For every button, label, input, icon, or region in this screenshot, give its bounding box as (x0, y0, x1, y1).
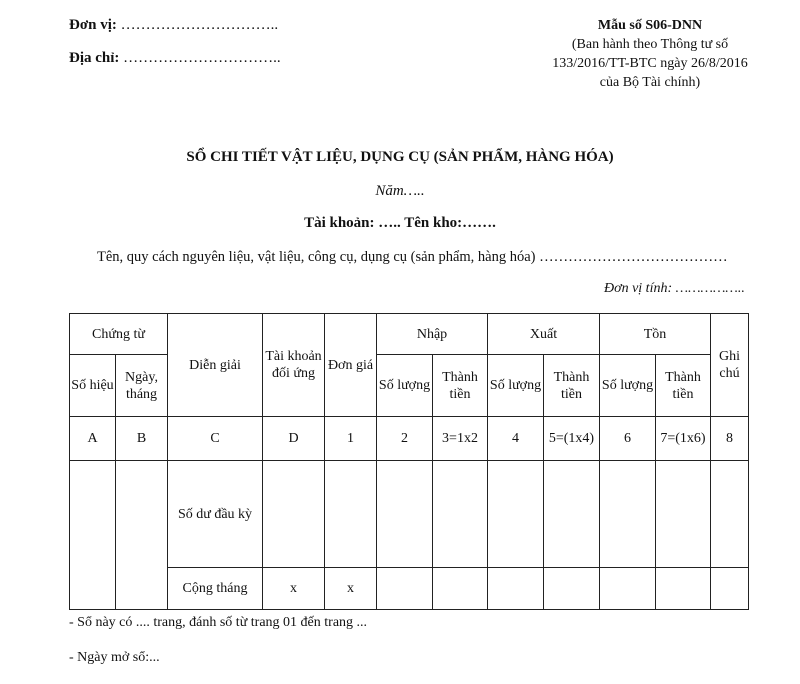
export-amount-header: Thành tiền (544, 355, 600, 417)
empty-cell (377, 568, 433, 610)
unit-label: Đơn vị: (69, 17, 117, 33)
year-line: Năm….. (375, 183, 425, 199)
export-header: Xuất (488, 314, 600, 355)
monthly-total-row (70, 568, 749, 610)
code-cell: 1 (325, 417, 377, 461)
empty-cell (433, 568, 488, 610)
ledger-title: SỔ CHI TIẾT VẬT LIỆU, DỤNG CỤ (SẢN PHẨM, HÀNG HÓA) (186, 149, 614, 165)
code-cell: B (116, 417, 168, 461)
empty-cell (711, 461, 749, 568)
open-date-note: - Ngày mở sổ:... (69, 650, 160, 665)
address-label: Địa chỉ: (69, 50, 120, 66)
code-cell: 7=(1x6) (656, 417, 711, 461)
x-mark-price: x (325, 568, 377, 610)
empty-cell (377, 461, 433, 568)
issued-line-3: của Bộ Tài chính) (599, 75, 701, 90)
ledger-table (69, 313, 749, 610)
description-header: Diễn giải (168, 314, 263, 417)
form-info (540, 16, 760, 92)
unit-value: ………………………….. (120, 17, 279, 33)
empty-cell (600, 461, 656, 568)
code-cell: D (263, 417, 325, 461)
code-cell: 2 (377, 417, 433, 461)
empty-cell (325, 461, 377, 568)
monthly-total-label: Cộng tháng (168, 568, 263, 610)
account-line: Tài khoản: ….. Tên kho:……. (304, 215, 496, 231)
issued-line-2: 133/2016/TT-BTC ngày 26/8/2016 (552, 56, 748, 71)
import-amount-header: Thành tiền (433, 355, 488, 417)
empty-cell (116, 461, 168, 610)
empty-cell (70, 461, 116, 610)
import-header: Nhập (377, 314, 488, 355)
voucher-date-header: Ngày, tháng (116, 355, 168, 417)
stock-header: Tồn (600, 314, 711, 355)
pages-note: - Sổ này có .... trang, đánh số từ trang 01 đến trang ... (69, 615, 368, 630)
code-cell: 6 (600, 417, 656, 461)
code-cell: A (70, 417, 116, 461)
address-field (69, 50, 281, 67)
empty-cell (656, 461, 711, 568)
code-cell: C (168, 417, 263, 461)
spec-line: Tên, quy cách nguyên liệu, vật liệu, công cụ, dụng cụ (sản phẩm, hàng hóa) ………………………………… (97, 249, 728, 265)
empty-cell (544, 461, 600, 568)
stock-amount-header: Thành tiền (656, 355, 711, 417)
code-cell: 5=(1x4) (544, 417, 600, 461)
code-cell: 8 (711, 417, 749, 461)
empty-cell (263, 461, 325, 568)
opening-balance-row (70, 461, 749, 568)
voucher-no-header: Số hiệu (70, 355, 116, 417)
import-qty-header: Số lượng (377, 355, 433, 417)
voucher-header: Chứng từ (70, 314, 168, 355)
opening-balance-label: Số dư đầu kỳ (168, 461, 263, 568)
code-cell: 4 (488, 417, 544, 461)
unit-price-header: Đơn giá (325, 314, 377, 417)
form-number: Mẫu số S06-DNN (597, 18, 703, 33)
header-row-1 (70, 314, 749, 355)
address-value: ………………………….. (123, 50, 281, 66)
empty-cell (711, 568, 749, 610)
empty-cell (488, 461, 544, 568)
export-qty-header: Số lượng (488, 355, 544, 417)
note-header: Ghi chú (711, 314, 749, 417)
code-cell: 3=1x2 (433, 417, 488, 461)
issued-line-1: (Ban hành theo Thông tư số (571, 37, 729, 52)
empty-cell (656, 568, 711, 610)
empty-cell (488, 568, 544, 610)
contra-account-header: Tài khoản đối ứng (263, 314, 325, 417)
stock-qty-header: Số lượng (600, 355, 656, 417)
empty-cell (544, 568, 600, 610)
unit-calc: Đơn vị tính: …………….. (604, 281, 745, 296)
empty-cell (600, 568, 656, 610)
empty-cell (433, 461, 488, 568)
unit-field (69, 17, 278, 34)
x-mark-account: x (263, 568, 325, 610)
code-row (70, 417, 749, 461)
